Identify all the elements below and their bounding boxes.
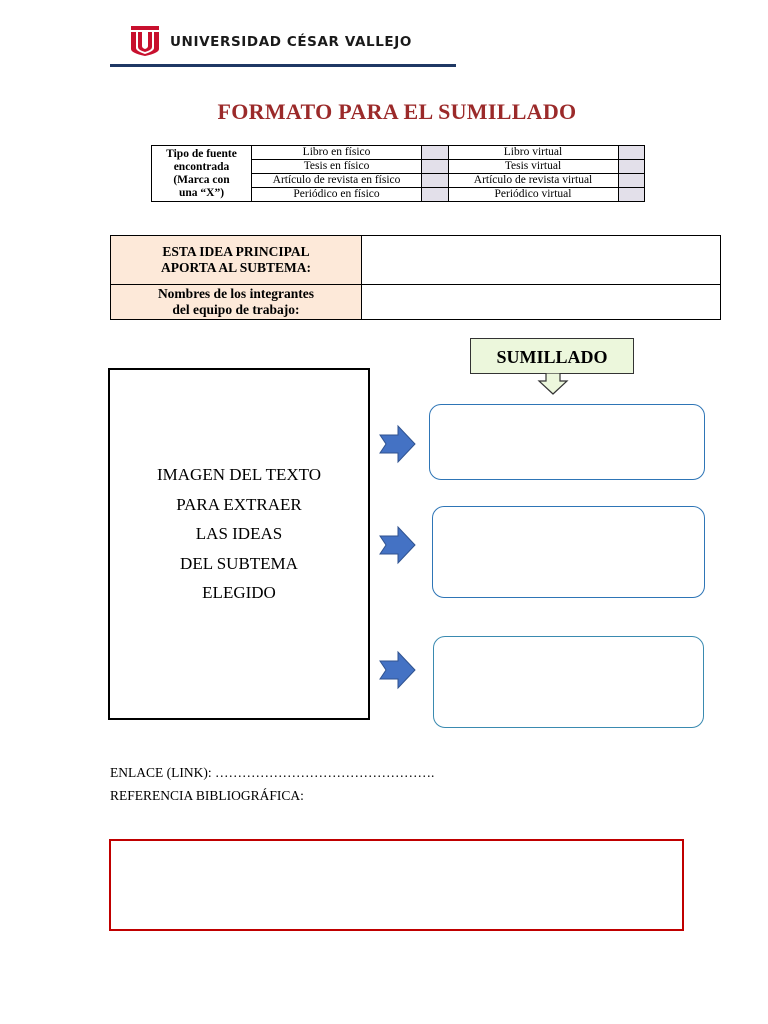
main-idea-label bbox=[111, 236, 362, 285]
university-name: UNIVERSIDAD CÉSAR VALLEJO bbox=[170, 34, 412, 50]
team-members-field[interactable] bbox=[362, 285, 721, 320]
source-type-label-line: Tipo de fuente bbox=[166, 147, 237, 160]
table-row bbox=[111, 236, 721, 285]
option-articulo-fisico: Artículo de revista en físico bbox=[252, 174, 422, 188]
main-idea-field[interactable] bbox=[362, 236, 721, 285]
team-members-label-line: Nombres de los integrantes bbox=[157, 286, 315, 301]
idea-box-1[interactable] bbox=[429, 404, 705, 480]
option-libro-fisico: Libro en físico bbox=[252, 146, 422, 160]
main-idea-label-line: APORTA AL SUBTEMA: bbox=[160, 260, 312, 275]
main-idea-label-line: ESTA IDEA PRINCIPAL bbox=[162, 244, 310, 259]
header-rule bbox=[110, 64, 456, 67]
checkbox-articulo-fisico[interactable] bbox=[422, 174, 448, 188]
right-arrow-icon bbox=[379, 525, 417, 565]
idea-table bbox=[110, 235, 721, 320]
table-row bbox=[152, 146, 645, 160]
source-type-label-line: (Marca con bbox=[173, 173, 230, 186]
checkbox-periodico-fisico[interactable] bbox=[422, 188, 448, 202]
reference-box[interactable] bbox=[109, 839, 684, 931]
checkbox-libro-fisico[interactable] bbox=[422, 146, 448, 160]
caption-line: PARA EXTRAER bbox=[176, 494, 302, 514]
source-type-label-line: una “X”) bbox=[178, 186, 225, 199]
team-members-label bbox=[111, 285, 362, 320]
option-periodico-virtual: Periódico virtual bbox=[448, 188, 618, 202]
option-libro-virtual: Libro virtual bbox=[448, 146, 618, 160]
source-type-label-line: encontrada bbox=[173, 160, 230, 173]
table-row bbox=[111, 285, 721, 320]
option-tesis-fisico: Tesis en físico bbox=[252, 160, 422, 174]
idea-box-2[interactable] bbox=[432, 506, 705, 598]
reference-label: REFERENCIA BIBLIOGRÁFICA: bbox=[110, 788, 304, 803]
sumillado-label: SUMILLADO bbox=[470, 338, 634, 374]
checkbox-tesis-fisico[interactable] bbox=[422, 160, 448, 174]
caption-line: IMAGEN DEL TEXTO bbox=[157, 465, 321, 484]
right-arrow-icon bbox=[379, 424, 417, 464]
page-title: FORMATO PARA EL SUMILLADO bbox=[217, 99, 577, 124]
source-type-table bbox=[151, 145, 645, 202]
university-logo bbox=[128, 24, 412, 56]
team-members-label-line: del equipo de trabajo: bbox=[172, 302, 300, 317]
right-arrow-icon bbox=[379, 650, 417, 690]
university-shield-icon bbox=[128, 24, 162, 56]
checkbox-articulo-virtual[interactable] bbox=[618, 174, 644, 188]
checkbox-libro-virtual[interactable] bbox=[618, 146, 644, 160]
idea-box-3[interactable] bbox=[433, 636, 704, 728]
option-tesis-virtual: Tesis virtual bbox=[448, 160, 618, 174]
option-periodico-fisico: Periódico en físico bbox=[252, 188, 422, 202]
checkbox-tesis-virtual[interactable] bbox=[618, 160, 644, 174]
caption-line: ELEGIDO bbox=[202, 583, 276, 602]
down-arrow-icon bbox=[537, 373, 569, 395]
text-image-caption bbox=[108, 460, 370, 608]
caption-line: LAS IDEAS bbox=[195, 524, 283, 543]
checkbox-periodico-virtual[interactable] bbox=[618, 188, 644, 202]
caption-line: DEL SUBTEMA bbox=[180, 553, 298, 573]
option-articulo-virtual: Artículo de revista virtual bbox=[448, 174, 618, 188]
source-type-label bbox=[152, 146, 252, 202]
link-label: ENLACE (LINK): …………………………………………. bbox=[110, 765, 435, 780]
